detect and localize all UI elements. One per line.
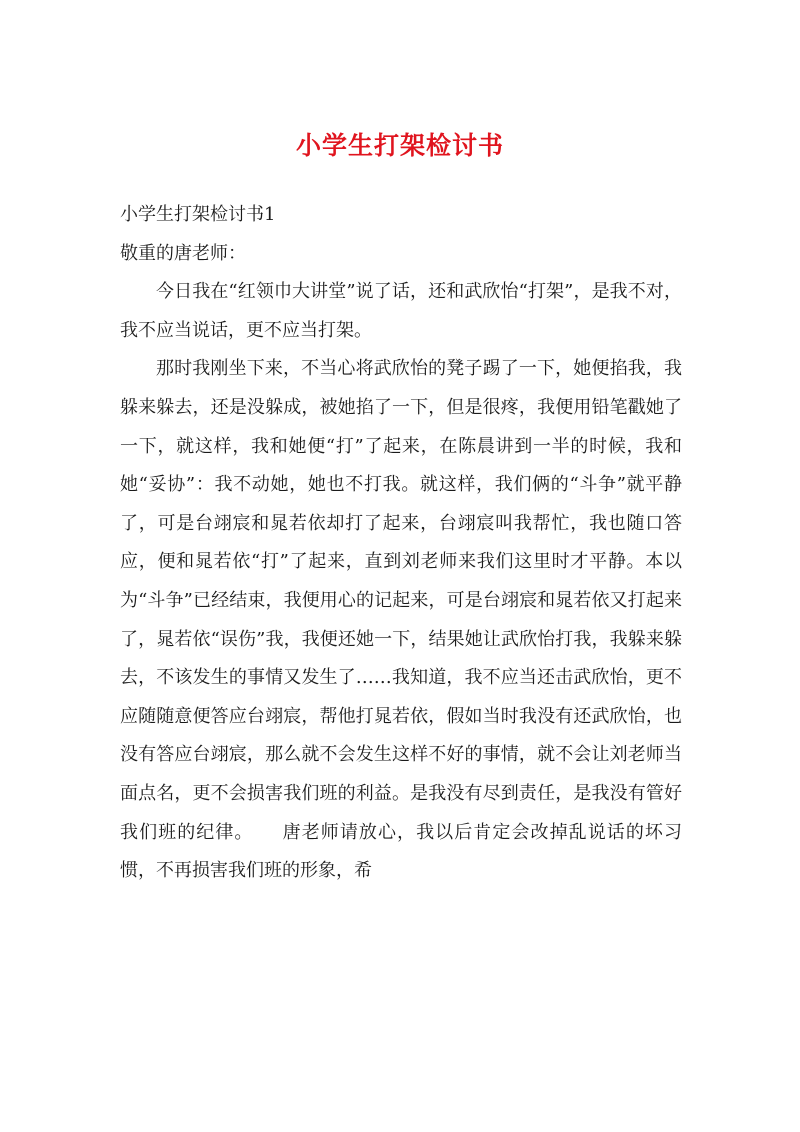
document-subtitle: 小学生打架检讨书1 (120, 204, 276, 225)
paragraph-2: 那时我刚坐下来，不当心将武欣怡的凳子踢了一下，她便掐我，我躲来躲去，还是没躲成，被她掐了一下，但是很疼，我便用铅笔戳她了一下，就这样，我和她便“打”了起来，在陈晨讲到一半的时候，我和她“妥协”：我不动她，她也不打我。就这样，我们俩的“斗争”就平静了，可是台翊宸和晁若依却打了起来，台翊宸叫我帮忙，我也随口答应，便和晁若依“打”了起来，直到刘老师来我们这里时才平静。本以为“斗争”已经结束，我便用心的记起来，可是台翊宸和晁若依又打起来了，晁若依“误伤”我，我便还她一下，结果她让武欣怡打我，我躲来躲去，不该发生的事情又发生了……我知道，我不应当还击武欣怡，更不应随随意便答应台翊宸，帮他打晁若依，假如当时我没有还武欣怡，也没有答应台翊宸，那么就不会发生这样不好的事情，就不会让刘老师当面点名，更不会损害我们班的利益。是我没有尽到责任，是我没有管好我们班的纪律。 唐老师请放心，我以后肯定会改掉乱说话的坏习惯，不再损害我们班的形象，希 (120, 358, 682, 882)
salutation: 敬重的唐老师： (120, 242, 246, 264)
document-body (120, 196, 682, 891)
paragraph-1: 今日我在“红领巾大讲堂”说了话，还和武欣怡“打架”，是我不对，我不应当说话，更不应当打架。 (120, 281, 682, 341)
document-title: 小学生打架检讨书 (295, 131, 504, 160)
